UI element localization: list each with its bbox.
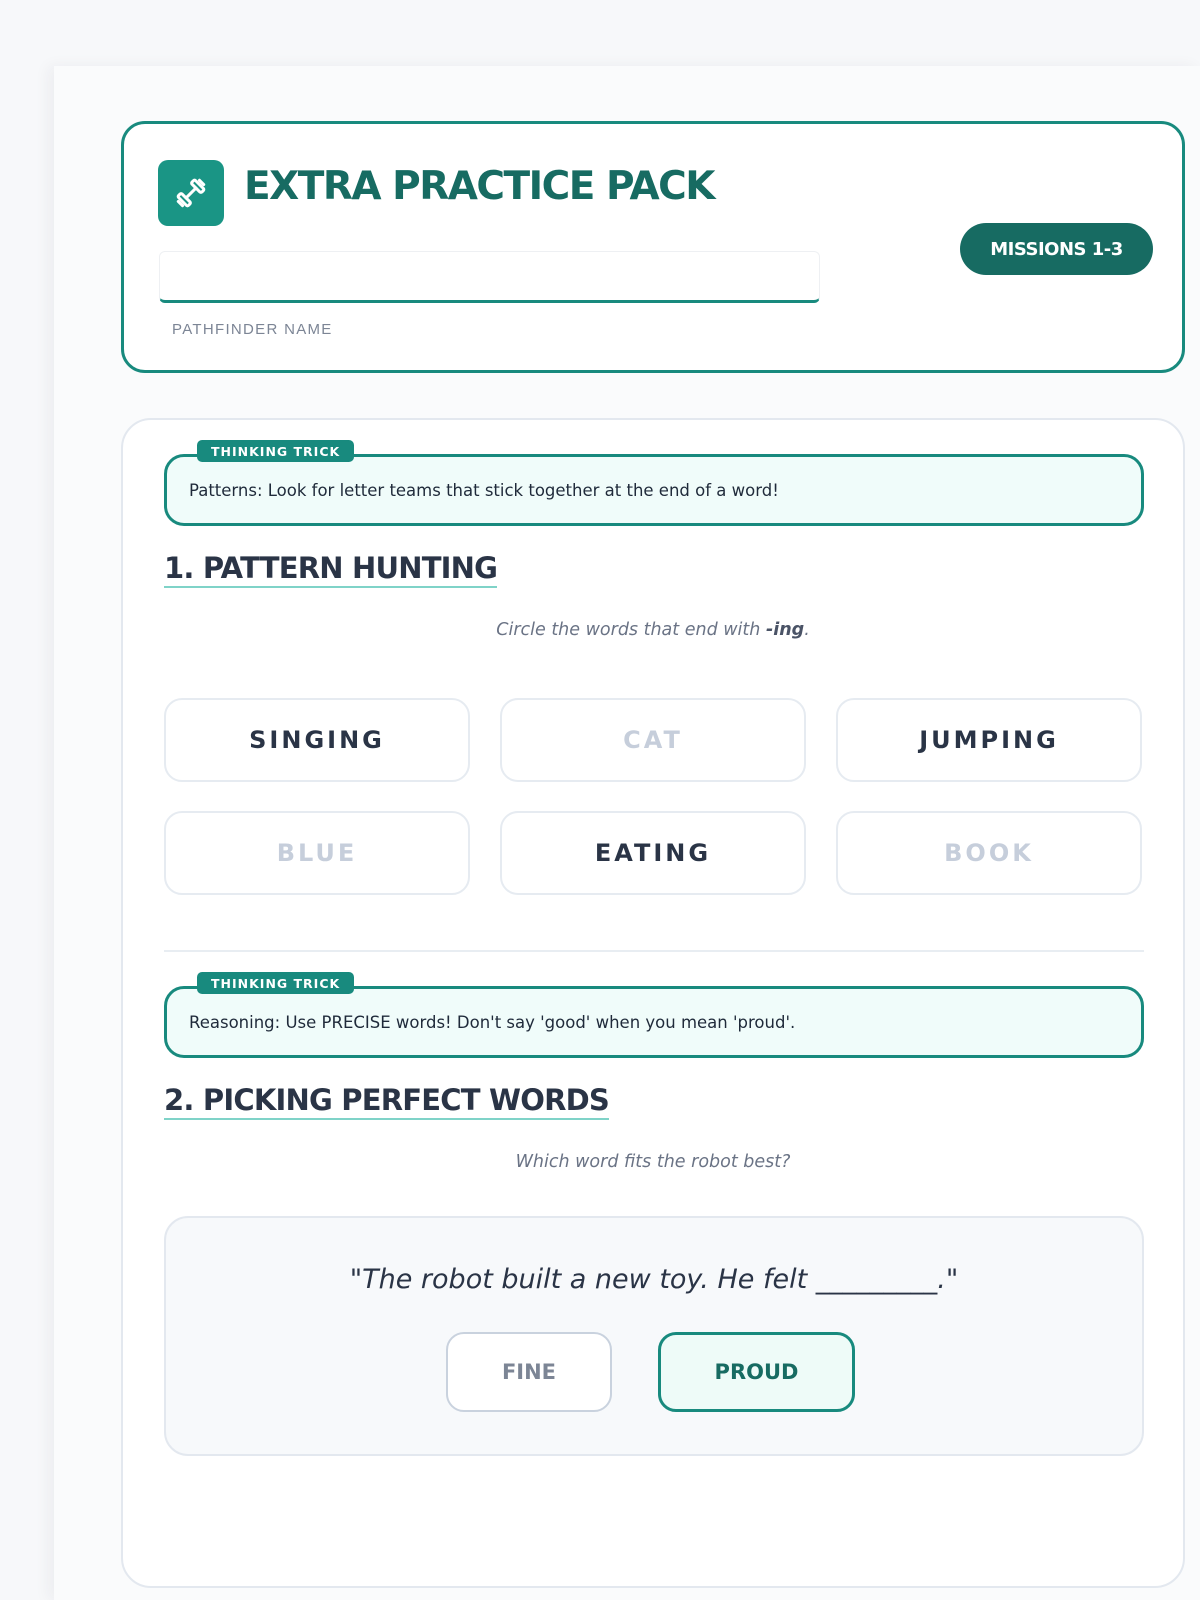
instruction-emphasis: -ing: [765, 620, 805, 640]
instruction-pattern-hunting: Circle the words that end with -ing.: [496, 620, 810, 640]
word-tile-blue[interactable]: BLUE: [164, 811, 470, 895]
thinking-trick-box: [164, 975, 1144, 1058]
word-tile-cat[interactable]: CAT: [500, 698, 806, 782]
thinking-trick-text: Patterns: Look for letter teams that stick together at the end of a word!: [189, 481, 779, 500]
thinking-trick-box: [164, 443, 1144, 526]
choice-fine-button[interactable]: FINE: [446, 1332, 612, 1412]
word-tile-singing[interactable]: SINGING: [164, 698, 470, 782]
exercises-card: [121, 418, 1185, 1588]
pathfinder-name-input[interactable]: [159, 251, 820, 303]
section-title-pattern-hunting: 1. PATTERN HUNTING: [164, 551, 497, 588]
thinking-trick-text: Reasoning: Use PRECISE words! Don't say 'good' when you mean 'proud'.: [189, 1013, 796, 1032]
word-tile-jumping[interactable]: JUMPING: [836, 698, 1142, 782]
missions-badge: MISSIONS 1-3: [960, 223, 1153, 275]
choice-proud-button[interactable]: PROUD: [658, 1332, 855, 1412]
word-tile-book[interactable]: BOOK: [836, 811, 1142, 895]
thinking-trick-tag: THINKING TRICK: [197, 972, 354, 994]
robot-sentence-box: [164, 1216, 1144, 1456]
thinking-trick-tag: THINKING TRICK: [197, 440, 354, 462]
page-title: EXTRA PRACTICE PACK: [244, 164, 715, 209]
section-divider: [164, 950, 1144, 952]
word-tile-eating[interactable]: EATING: [500, 811, 806, 895]
header-card: [121, 121, 1185, 373]
pathfinder-name-label: PATHFINDER NAME: [172, 321, 333, 338]
instruction-picking-perfect-words: Which word fits the robot best?: [515, 1152, 791, 1172]
section-title-picking-perfect-words: 2. PICKING PERFECT WORDS: [164, 1083, 609, 1120]
dumbbell-icon: [158, 160, 224, 226]
robot-sentence: "The robot built a new toy. He felt _________.": [349, 1264, 959, 1295]
